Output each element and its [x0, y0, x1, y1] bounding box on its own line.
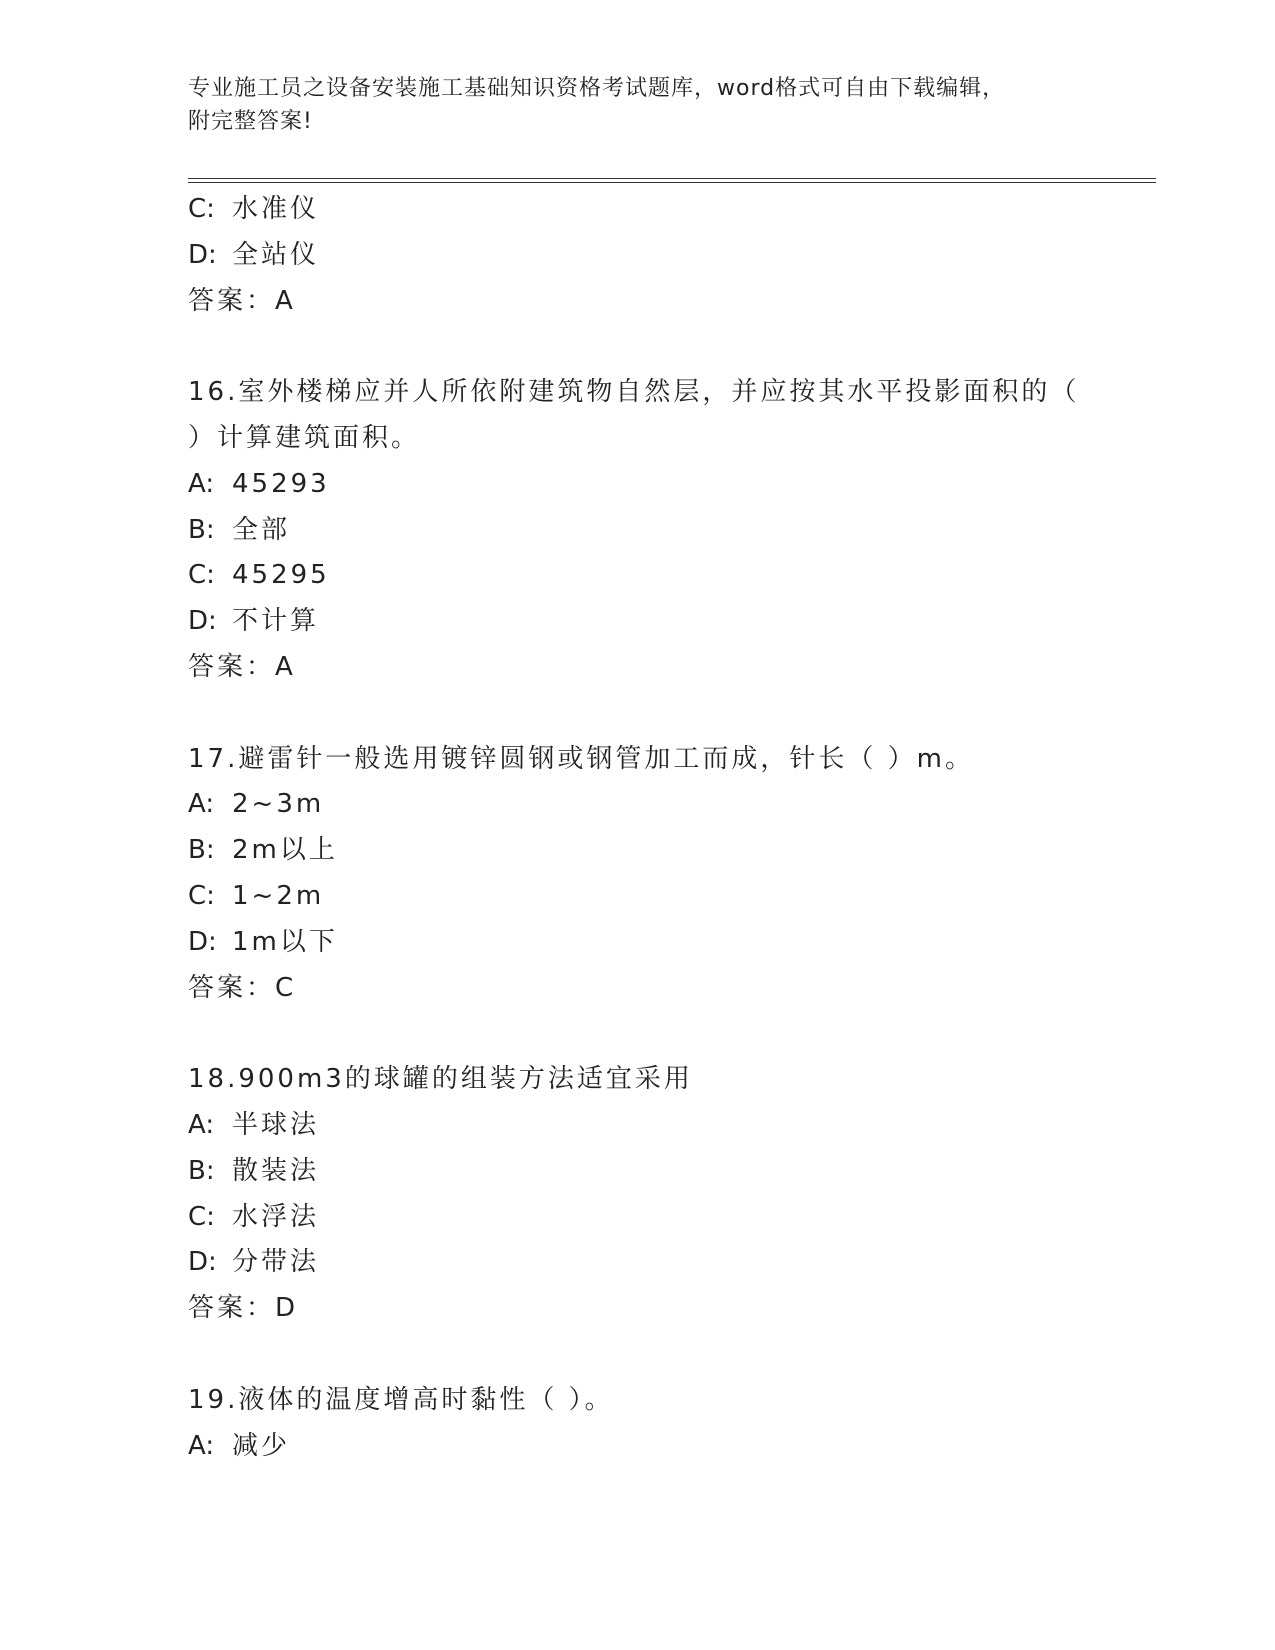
- option-c: [188, 187, 1088, 233]
- option-label: C:: [188, 1201, 215, 1232]
- option-b: [188, 1149, 1088, 1195]
- option-a: [188, 782, 1088, 828]
- question-stem: 16.室外楼梯应并人所依附建筑物自然层，并应按其水平投影面积的（: [188, 377, 1080, 408]
- option-text: 全部: [232, 514, 291, 545]
- spacer: [188, 324, 1088, 370]
- header-divider: [188, 178, 1156, 183]
- option-label: C:: [188, 880, 215, 911]
- option-text: 45293: [232, 468, 330, 499]
- option-b: [188, 508, 1088, 554]
- option-text: 水浮法: [232, 1201, 320, 1232]
- option-text: 1~2m: [232, 880, 325, 911]
- option-d: [188, 599, 1088, 645]
- question-19: [188, 1378, 1088, 1470]
- option-label: D:: [188, 606, 217, 637]
- option-a: [188, 1424, 1088, 1470]
- question-18: [188, 1057, 1088, 1332]
- answer-line: 答案：A: [188, 285, 296, 316]
- option-label: C:: [188, 560, 215, 591]
- option-text: 不计算: [232, 606, 320, 637]
- option-a: [188, 1103, 1088, 1149]
- option-text: 2~3m: [232, 789, 325, 820]
- option-text: 1m以下: [232, 926, 338, 957]
- question-stem: 18.900m3的球罐的组装方法适宜采用: [188, 1064, 693, 1095]
- option-text: 45295: [232, 560, 330, 591]
- option-label: A:: [188, 1109, 215, 1140]
- option-c: [188, 874, 1088, 920]
- question-stem: 19.液体的温度增高时黏性（ ）。: [188, 1384, 614, 1415]
- option-text: 分带法: [232, 1247, 320, 1278]
- option-label: A:: [188, 789, 215, 820]
- document-header: [188, 72, 1088, 138]
- option-label: D:: [188, 239, 217, 270]
- option-a: [188, 462, 1088, 508]
- option-label: A:: [188, 1430, 215, 1461]
- option-label: D:: [188, 926, 217, 957]
- header-line-2: 附完整答案!: [188, 109, 313, 134]
- option-c: [188, 553, 1088, 599]
- answer-line: 答案：C: [188, 972, 297, 1003]
- option-label: B:: [188, 514, 215, 545]
- answer-line: 答案：A: [188, 651, 296, 682]
- option-text: 减少: [232, 1430, 291, 1461]
- option-text: 半球法: [232, 1109, 320, 1140]
- option-label: B:: [188, 1155, 215, 1186]
- question-stem-continued: ）计算建筑面积。: [188, 422, 421, 453]
- question-17: [188, 737, 1088, 1012]
- spacer: [188, 1332, 1088, 1378]
- option-label: A:: [188, 468, 215, 499]
- option-c: [188, 1195, 1088, 1241]
- spacer: [188, 1011, 1088, 1057]
- question-stem: 17.避雷针一般选用镀锌圆钢或钢管加工而成，针长（ ）m。: [188, 743, 974, 774]
- spacer: [188, 691, 1088, 737]
- option-label: D:: [188, 1247, 217, 1278]
- option-d: [188, 233, 1088, 279]
- option-text: 水准仪: [232, 194, 320, 224]
- option-label: C:: [188, 194, 215, 224]
- question-16: [188, 370, 1088, 691]
- option-b: [188, 828, 1088, 874]
- question-list: [188, 187, 1088, 1469]
- option-text: 散装法: [232, 1155, 320, 1186]
- option-text: 全站仪: [232, 239, 320, 270]
- option-d: [188, 1240, 1088, 1286]
- answer-line: 答案：D: [188, 1293, 299, 1324]
- option-text: 2m以上: [232, 835, 338, 866]
- option-d: [188, 920, 1088, 966]
- option-label: B:: [188, 835, 215, 866]
- header-line-1: 专业施工员之设备安装施工基础知识资格考试题库，word格式可自由下载编辑，: [188, 76, 1006, 101]
- question-15-tail: [188, 187, 1088, 324]
